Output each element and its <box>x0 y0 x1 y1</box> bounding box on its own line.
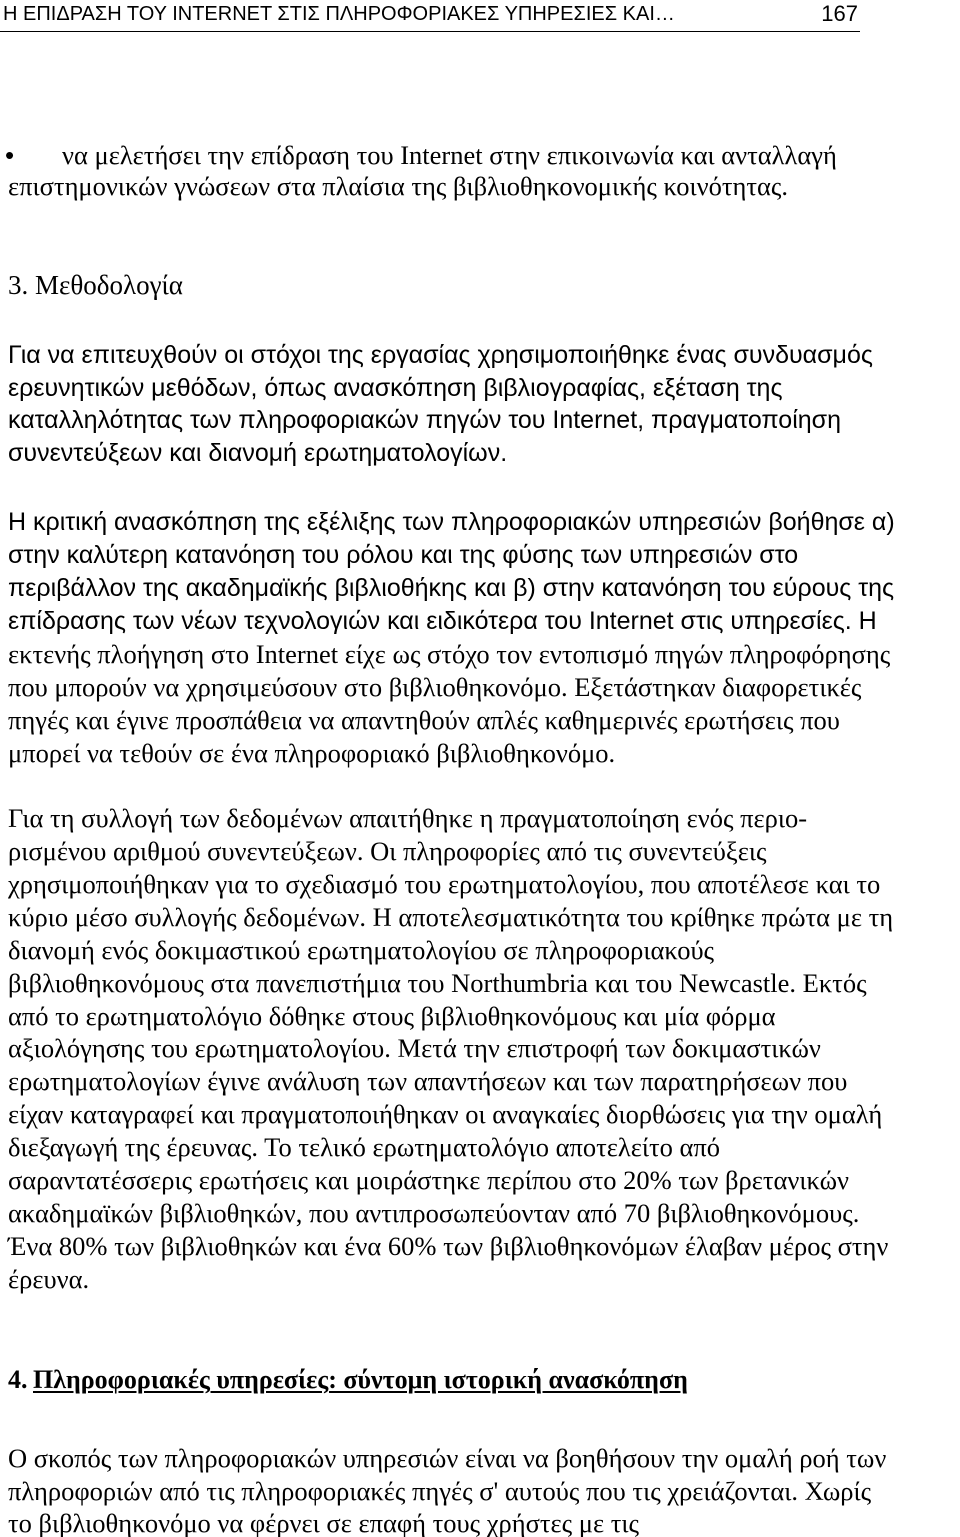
paragraph <box>8 1445 886 1536</box>
text-line: συνεντεύξεων και διανομή ερωτηματολογίων. <box>8 439 508 468</box>
page-number: 167 <box>821 1 858 26</box>
text-line: επίδρασης των νέων τεχνολογιών και ειδικότερα του Internet στις υπηρεσίες. Η <box>8 607 877 635</box>
text-line: πηγές και έγινε προσπάθεια να απαντηθούν απλές καθημερινές ερωτήσεις που <box>8 705 840 735</box>
text-line: διανομή ενός δοκιμαστικού ερωτηματολογίου σε πληροφοριακούς <box>8 934 715 965</box>
text-line: Ο σκοπός των πληροφοριακών υπηρεσιών είναι να βοηθήσουν την ομαλή ροή των <box>8 1443 887 1473</box>
text-line: ερευνητικών μεθόδων, όπως ανασκόπηση βιβλιογραφίας, εξέταση της <box>8 373 783 402</box>
text-line: Ένα 80% των βιβλιοθηκών και ένα 60% των βιβλιοθηκονόμων έλαβαν μέρος στην <box>8 1230 889 1261</box>
text-line: μπορεί να τεθούν σε ένα πληροφοριακό βιβλιοθηκονόμο. <box>8 738 616 768</box>
text-line: πληροφοριών από τις πληροφοριακές πηγές σ' αυτούς που τις χρειάζονται. Χωρίς <box>8 1475 872 1506</box>
text-line: κύριο μέσο συλλογής δεδομένων. Η αποτελεσματικότητα του κρίθηκε πρώτα με τη <box>8 901 894 932</box>
paragraph <box>8 805 893 1292</box>
text-line: διεξαγωγή της έρευνας. Το τελικό ερωτηματολόγιο αποτελείτο από <box>8 1132 721 1163</box>
section-title: Πληροφοριακές υπηρεσίες: σύντομη ιστορική ανασκόπηση <box>33 1365 688 1394</box>
paragraph <box>8 509 895 766</box>
text-line: που μπορούν να χρησιμεύσουν στο βιβλιοθηκονόμο. Εξετάστηκαν διαφορετικές <box>8 672 862 702</box>
bullet-text: να μελετήσει την επίδραση του Internet στην επικοινωνία και ανταλλαγή <box>62 140 837 170</box>
text-line: Για να επιτευχθούν οι στόχοι της εργασίας χρησιμοποιήθηκε ένας συνδυασμός <box>8 341 873 369</box>
bullet-icon: • <box>5 140 15 170</box>
text-line: επιστημονικών γνώσεων στα πλαίσια της βιβλιοθηκονομικής κοινότητας. <box>8 171 789 201</box>
text-line <box>5 140 837 170</box>
paragraph <box>8 342 873 466</box>
section-number: 4. <box>8 1365 28 1394</box>
text-line: το βιβλιοθηκονόμο να φέρνει σε επαφή τους χρήστες με τις <box>8 1508 640 1537</box>
text-line: αξιολόγησης του ερωτηματολογίου. Μετά την επιστροφή των δοκιμαστικών <box>8 1033 821 1064</box>
objective-list-item <box>5 140 837 201</box>
text-line: περιβάλλον της ακαδημαϊκής βιβλιοθήκης και β) στην κατανόηση του εύρους της <box>8 574 895 602</box>
text-line: χρησιμοποιήθηκαν για το σχεδιασμό του ερωτηματολογίου, που αποτέλεσε και το <box>8 868 881 899</box>
text-line: ακαδημαϊκών βιβλιοθηκών, που αντιπροσωπεύονταν από 70 βιβλιοθηκονόμους. <box>8 1198 860 1229</box>
text-line: ερωτηματολογίων έγινε ανάλυση των απαντήσεων και των παρατηρήσεων που <box>8 1066 848 1097</box>
section-heading <box>8 1367 688 1393</box>
text-line: καταλληλότητας των πληροφοριακών πηγών του Internet, πραγματοποίηση <box>8 406 841 435</box>
running-header <box>0 0 860 32</box>
text-line: εκτενής πλοήγηση στο Internet είχε ως στόχο τον εντοπισμό πηγών πληροφόρησης <box>8 639 891 669</box>
text-line: Η κριτική ανασκόπηση της εξέλιξης των πληροφοριακών υπηρεσιών βοήθησε α) <box>8 508 895 536</box>
text-line: Για τη συλλογή των δεδομένων απαιτήθηκε η πραγματοποίηση ενός περιο- <box>8 803 808 833</box>
text-line: βιβλιοθηκονόμους στα πανεπιστήμια του Northumbria και του Newcastle. Εκτός <box>8 967 867 998</box>
text-line: είχαν καταγραφεί και πραγματοποιήθηκαν οι αναγκαίες διορθώσεις για την ομαλή <box>8 1099 883 1130</box>
text-line: σαραντατέσσερις ερωτήσεις και μοιράστηκε περίπου στο 20% των βρετανικών <box>8 1165 850 1196</box>
section-heading: 3. Μεθοδολογία <box>8 270 183 300</box>
text-line: ρισμένου αριθμού συνεντεύξεων. Οι πληροφορίες από τις συνεντεύξεις <box>8 835 767 866</box>
text-line: στην καλύτερη κατανόηση του ρόλου και της φύσης των υπηρεσιών στο <box>8 541 799 569</box>
running-title: Η ΕΠΙΔΡΑΣΗ ΤΟΥ INTERNET ΣΤΙΣ ΠΛΗΡΟΦΟΡΙΑΚΕΣ ΥΠΗΡΕΣΙΕΣ ΚΑΙ… <box>3 3 675 25</box>
text-line: από το ερωτηματολόγιο δόθηκε στους βιβλιοθηκονόμους και μία φόρμα <box>8 1000 776 1031</box>
text-line: έρευνα. <box>8 1263 90 1294</box>
